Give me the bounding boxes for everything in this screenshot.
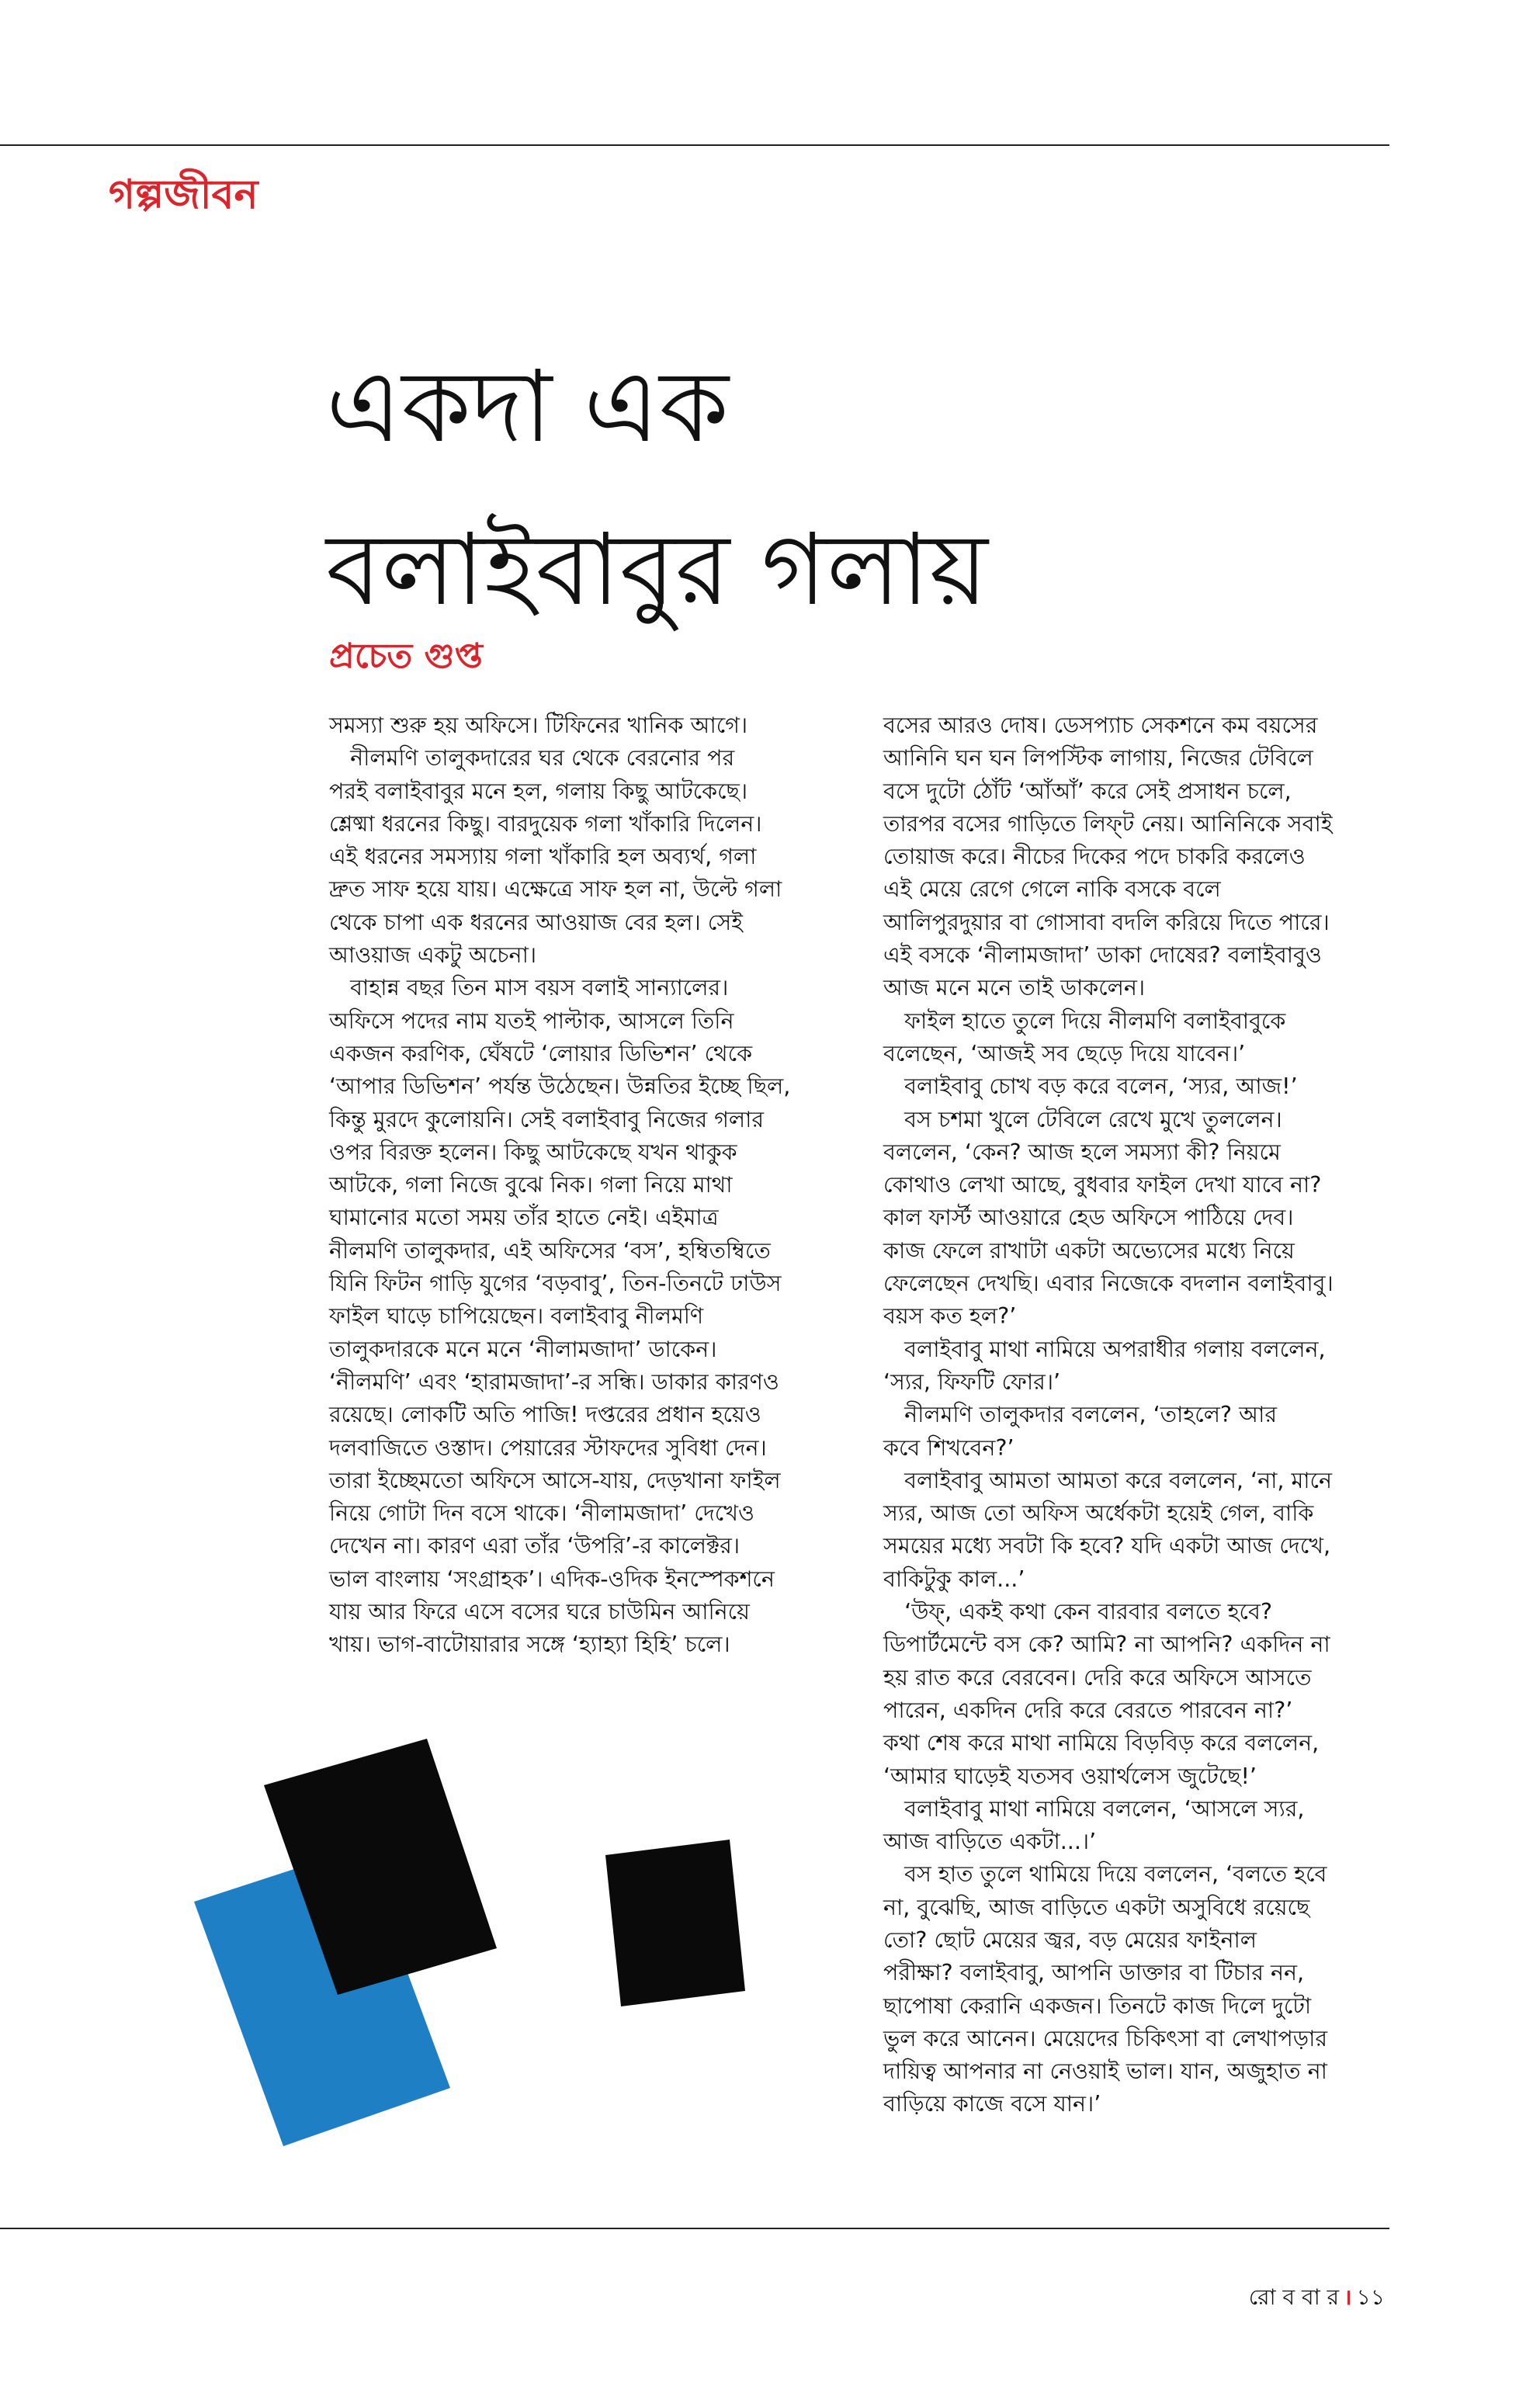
text-line: ‘স্যর, ফিফটি ফোর।’	[883, 1368, 1061, 1395]
text-line: বলাইবাবু মাথা নামিয়ে অপরাধীর গলায় বললেন,	[883, 1336, 1326, 1362]
article-title	[326, 326, 1257, 652]
text-line: বসে দুটো ঠোঁট ‘আঁআঁ’ করে সেই প্রসাধন চলে,	[883, 778, 1292, 804]
text-line: যিনি ফিটন গাড়ি যুগের ‘বড়বাবু’, তিন-তিনটে ঢাউস	[329, 1271, 782, 1297]
text-line: ফাইল ঘাড়ে চাপিয়েছেন। বলাইবাবু নীলমণি	[329, 1303, 704, 1330]
text-line: থেকে চাপা এক ধরনের আওয়াজ বের হল। সেই	[329, 909, 743, 935]
text-line: দলবাজিতে ওস্তাদ। পেয়ারের স্টাফদের সুবিধা দেন।	[329, 1434, 767, 1461]
text-line: কোথাও লেখা আছে, বুধবার ফাইল দেখা যাবে না?	[883, 1172, 1322, 1198]
left-text-column	[329, 709, 826, 1662]
text-line: সমস্যা শুরু হয় অফিসে। টিফিনের খানিক আগে।	[329, 713, 748, 738]
text-line: সময়ের মধ্যে সবটা কি হবে? যদি একটা আজ দেখে,	[883, 1533, 1331, 1559]
text-line: দেখেন না। কারণ এরা তাঁর ‘উপরি’-র কালেক্টর।	[329, 1533, 741, 1559]
text-line: দ্রুত সাফ হয়ে যায়। এক্ষেত্রে সাফ হল না, উল্টে গলা	[329, 876, 782, 903]
text-line: বাড়িয়ে কাজে বসে যান।’	[883, 2091, 1101, 2117]
magazine-name: রো ব বা র	[1248, 2284, 1340, 2310]
text-line: বলাইবাবু চোখ বড় করে বলেন, ‘স্যর, আজ!’	[883, 1073, 1298, 1100]
text-line: কিন্তু মুরদে কুলোয়নি। সেই বলাইবাবু নিজের গলার	[329, 1106, 765, 1132]
black-card-shape-small	[605, 1840, 745, 2006]
footer-separator: ।	[1344, 2284, 1352, 2310]
text-line: ‘আমার ঘাড়েই যতসব ওয়ার্থলেস জুটেছে!’	[883, 1763, 1257, 1789]
title-line-2: বলাইবাবুর গলায়	[326, 512, 988, 628]
bottom-rule	[0, 2228, 1389, 2229]
right-text-column	[883, 709, 1388, 2121]
text-line: কথা শেষ করে মাথা নামিয়ে বিড়বিড় করে বললেন,	[883, 1730, 1320, 1757]
text-line: পারেন, একদিন দেরি করে বেরতে পারবেন না?’	[883, 1697, 1293, 1723]
text-line: এই মেয়ে রেগে গেলে নাকি বসকে বলে	[883, 876, 1221, 903]
text-line: পরই বলাইবাবুর মনে হল, গলায় কিছু আটকেছে।	[329, 778, 748, 804]
text-line: কাজ ফেলে রাখাটা একটা অভ্যেসের মধ্যে নিয়ে	[883, 1237, 1295, 1264]
text-line: আনিনি ঘন ঘন লিপস্টিক লাগায়, নিজের টেবিলে	[883, 745, 1313, 772]
text-line: হয় রাত করে বেরবেন। দেরি করে অফিসে আসতে	[883, 1664, 1312, 1691]
text-line: দায়িত্ব আপনার না নেওয়াই ভাল। যান, অজুহাত না	[883, 2058, 1327, 2085]
text-line: কবে শিখবেন?’	[883, 1434, 1015, 1461]
text-line: খায়। ভাগ-বাটোয়ারার সঙ্গে ‘হ্যাহ্যা হিহি’ চলে।	[329, 1632, 730, 1658]
text-line: আজ বাড়িতে একটা...।’	[883, 1829, 1097, 1855]
abstract-cards-illustration	[171, 1723, 854, 2158]
page-number: ১১	[1356, 2284, 1385, 2310]
text-line: শ্লেষ্মা ধরনের কিছু। বারদুয়েক গলা খাঁকারি দিলেন।	[329, 810, 762, 837]
text-line: যায় আর ফিরে এসে বসের ঘরে চাউমিন আনিয়ে	[329, 1599, 750, 1625]
text-line: তারা ইচ্ছেমতো অফিসে আসে-যায়, দেড়খানা ফাইল	[329, 1467, 781, 1493]
title-line-1: একদা এক	[326, 349, 729, 465]
text-line: না, বুঝেছি, আজ বাড়িতে একটা অসুবিধে রয়েছে	[883, 1894, 1310, 1920]
text-line: ভাল বাংলায় ‘সংগ্রাহক’। এদিক-ওদিক ইনস্পেকশনে	[329, 1566, 775, 1592]
text-line: আজ মনে মনে তাই ডাকলেন।	[883, 975, 1146, 1001]
text-line: নিয়ে গোটা দিন বসে থাকে। ‘নীলামজাদা’ দেখেও	[329, 1500, 754, 1527]
page-footer	[1249, 2280, 1385, 2317]
text-line: পরীক্ষা? বলাইবাবু, আপনি ডাক্তার বা টিচার নন,	[883, 1960, 1305, 1986]
text-line: নীলমণি তালুকদার, এই অফিসের ‘বস’, হম্বিতম্বিতে	[329, 1237, 771, 1264]
text-line: আওয়াজ একটু অচেনা।	[329, 942, 537, 969]
text-line: বলাইবাবু আমতা আমতা করে বললেন, ‘না, মানে	[883, 1467, 1333, 1493]
text-line: ফাইল হাতে তুলে দিয়ে নীলমণি বলাইবাবুকে	[883, 1007, 1286, 1034]
text-line: বাহান্ন বছর তিন মাস বয়স বলাই সান্যালের।	[329, 975, 729, 1001]
text-line: বয়স কত হল?’	[883, 1303, 1017, 1330]
text-line: ছাপোষা কেরানি একজন। তিনটে কাজ দিলে দুটো	[883, 1992, 1312, 2019]
text-line: বলেছেন, ‘আজই সব ছেড়ে দিয়ে যাবেন।’	[883, 1040, 1246, 1066]
top-rule	[0, 144, 1389, 146]
text-line: এই বসকে ‘নীলামজাদা’ ডাকা দোষের? বলাইবাবুও	[883, 942, 1322, 969]
text-line: আটকে, গলা নিজে বুঝে নিক। গলা নিয়ে মাথা	[329, 1172, 733, 1198]
text-line: ওপর বিরক্ত হলেন। কিছু আটকেছে যখন থাকুক	[329, 1139, 737, 1165]
text-line: ঘামানোর মতো সময় তাঁর হাতে নেই। এইমাত্র	[329, 1205, 719, 1231]
text-line: বললেন, ‘কেন? আজ হলে সমস্যা কী? নিয়মে	[883, 1139, 1281, 1165]
text-line: ফেলেছেন দেখছি। এবার নিজেকে বদলান বলাইবাবু।	[883, 1271, 1334, 1297]
text-line: তালুকদারকে মনে মনে ‘নীলামজাদা’ ডাকেন।	[329, 1336, 717, 1362]
text-line: ‘আপার ডিভিশন’ পর্যন্ত উঠেছেন। উন্নতির ইচ্ছে ছিল,	[329, 1073, 791, 1100]
text-line: তোয়াজ করে। নীচের দিকের পদে চাকরি করলেও	[883, 844, 1306, 870]
text-line: এই ধরনের সমস্যায় গলা খাঁকারি হল অব্যর্থ, গলা	[329, 844, 757, 870]
text-line: নীলমণি তালুকদার বললেন, ‘তাহলে? আর	[883, 1402, 1278, 1428]
text-line: ‘উফ্‌, একই কথা কেন বারবার বলতে হবে?	[883, 1599, 1272, 1625]
author-byline: প্রচেত গুপ্ত	[329, 636, 483, 676]
text-line: বলাইবাবু মাথা নামিয়ে বললেন, ‘আসলে স্যর,	[883, 1795, 1305, 1822]
text-line: তো? ছোট মেয়ের জ্বর, বড় মেয়ের ফাইনাল	[883, 1927, 1257, 1953]
text-line: বসের আরও দোষ। ডেসপ্যাচ সেকশনে কম বয়সের	[883, 713, 1318, 738]
text-line: ‘নীলমণি’ এবং ‘হারামজাদা’-র সন্ধি। ডাকার কারণও	[329, 1368, 779, 1395]
text-line: নীলমণি তালুকদারের ঘর থেকে বেরনোর পর	[329, 745, 735, 772]
text-line: আলিপুরদুয়ার বা গোসাবা বদলি করিয়ে দিতে পারে।	[883, 909, 1330, 935]
text-line: তারপর বসের গাড়িতে লিফ্‌ট নেয়। আনিনিকে সবাই	[883, 810, 1333, 837]
text-line: কাল ফার্স্ট আওয়ারে হেড অফিসে পাঠিয়ে দেব।	[883, 1205, 1294, 1231]
section-label: গল্পজীবন	[109, 172, 258, 218]
text-line: অফিসে পদের নাম যতই পাল্টাক, আসলে তিনি	[329, 1007, 734, 1034]
text-line: একজন করণিক, ঘেঁষটে ‘লোয়ার ডিভিশন’ থেকে	[329, 1040, 753, 1066]
text-line: বস হাত তুলে থামিয়ে দিয়ে বললেন, ‘বলতে হবে	[883, 1861, 1327, 1888]
text-line: ডিপার্টমেন্টে বস কে? আমি? না আপনি? একদিন না	[883, 1632, 1330, 1658]
text-line: ভুল করে আনেন। মেয়েদের চিকিৎসা বা লেখাপড়ার	[883, 2025, 1328, 2051]
text-line: রয়েছে। লোকটি অতি পাজি! দপ্তরের প্রধান হয়েও	[329, 1402, 761, 1428]
text-line: বাকিটুকু কাল...’	[883, 1566, 1025, 1592]
text-line: বস চশমা খুলে টেবিলে রেখে মুখে তুললেন।	[883, 1106, 1282, 1132]
text-line: স্যর, আজ তো অফিস অর্ধেকটা হয়েই গেল, বাকি	[883, 1500, 1314, 1527]
